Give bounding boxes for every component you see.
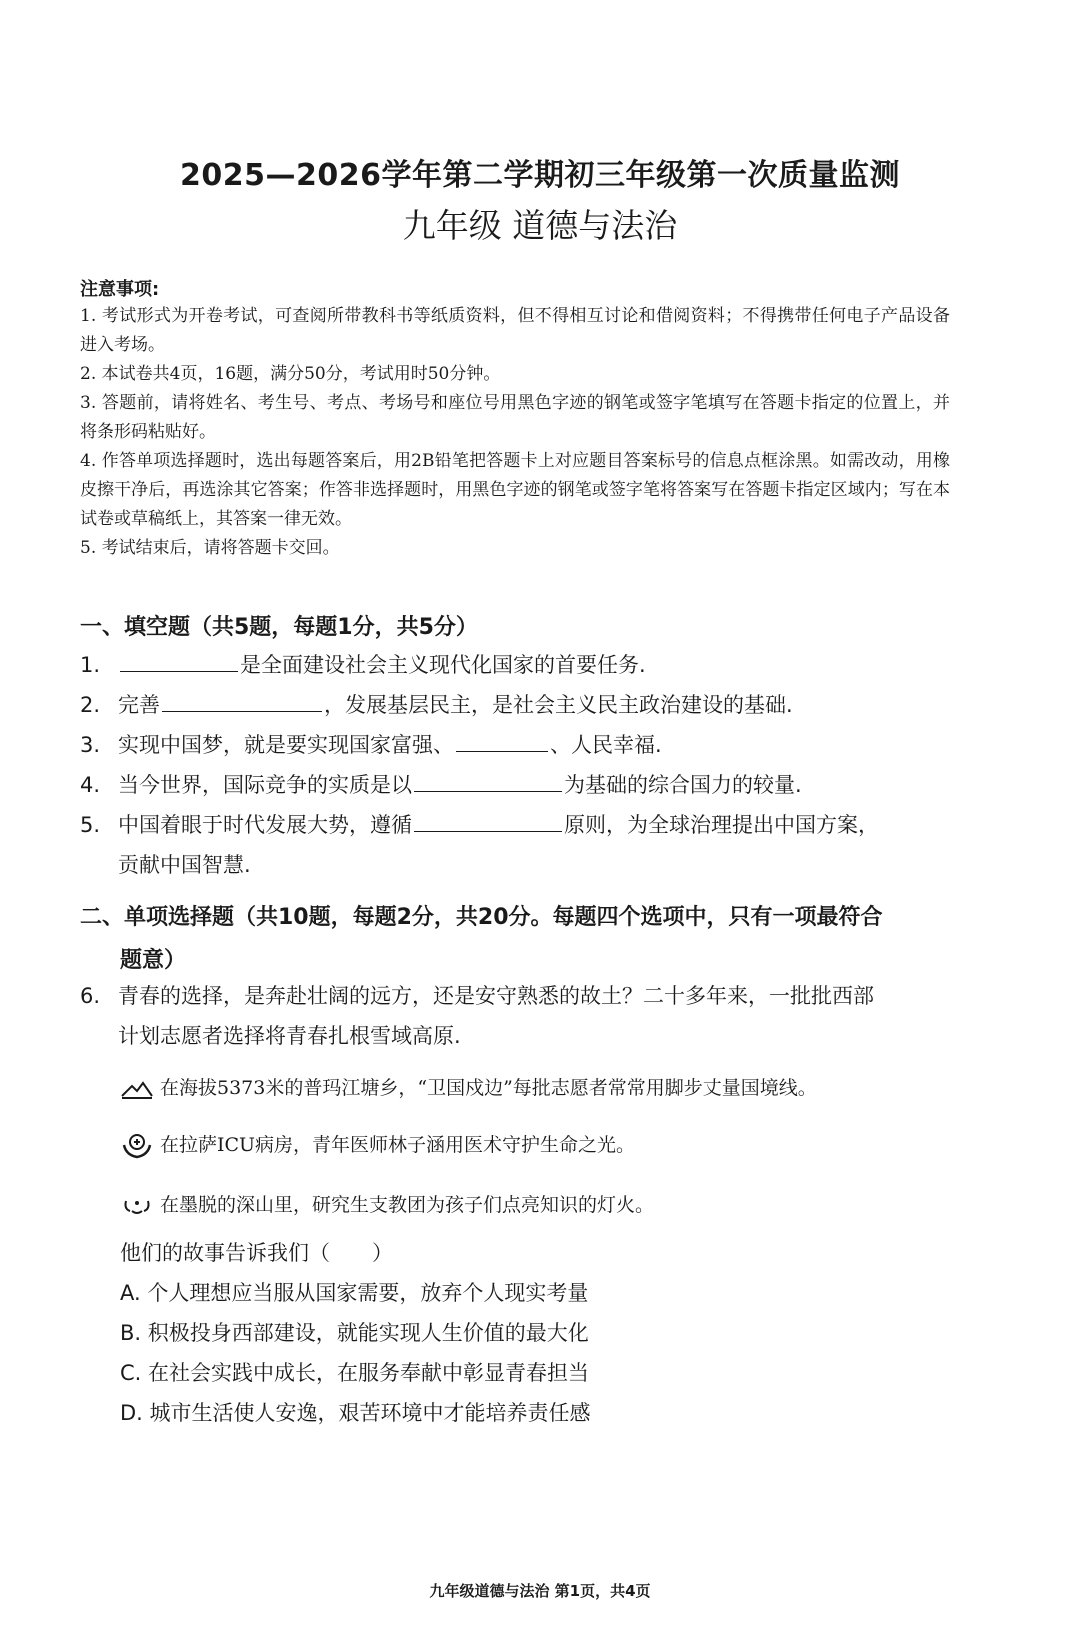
medical-hands-icon (120, 1133, 154, 1159)
question-stem-line2: 计划志愿者选择将青春扎根雪域高原. (118, 1024, 461, 1048)
notice-item: 3. 答题前，请将姓名、考生号、考点、考场号和座位号用黑色字迹的钢笔或签字笔填写在答题卡指定的位置上，并将条形码粘贴好。 (80, 393, 950, 442)
story-item (120, 1130, 635, 1159)
question-text: 为基础的综合国力的较量. (564, 773, 802, 797)
option-a[interactable]: A. 个人理想应当服从国家需要，放弃个人现实考量 (120, 1281, 589, 1305)
question-text-line2: 贡献中国智慧. (118, 853, 251, 877)
question-2 (80, 685, 940, 725)
question-text: 当今世界，国际竞争的实质是以 (118, 773, 412, 797)
question-number: 4. (80, 773, 101, 797)
page-footer: 九年级道德与法治 第1页，共4页 (429, 1582, 651, 1600)
question-3 (80, 725, 940, 765)
question-4 (80, 765, 940, 805)
answer-blank[interactable] (414, 769, 562, 792)
story-item (120, 1190, 654, 1219)
answer-blank[interactable] (120, 649, 238, 672)
question-number: 2. (80, 693, 101, 717)
question-5 (80, 805, 940, 885)
question-text: 是全面建设社会主义现代化国家的首要任务. (240, 653, 646, 677)
notice-item: 5. 考试结束后，请将答题卡交回。 (80, 538, 340, 558)
option-c[interactable]: C. 在社会实践中成长，在服务奉献中彰显青春担当 (120, 1361, 590, 1385)
option-b[interactable]: B. 积极投身西部建设，就能实现人生价值的最大化 (120, 1321, 589, 1345)
notice-item: 2. 本试卷共4页，16题，满分50分，考试用时50分钟。 (80, 364, 501, 384)
option-d[interactable]: D. 城市生活使人安逸，艰苦环境中才能培养责任感 (120, 1401, 591, 1425)
answer-blank[interactable] (162, 689, 322, 712)
notice-heading: 注意事项: (80, 279, 160, 300)
section-1-title: 一、填空题（共5题，每题1分，共5分） (80, 615, 478, 640)
section-2-title-line1: 二、单项选择题（共10题，每题2分，共20分。每题四个选项中，只有一项最符合 (80, 905, 883, 930)
question-number: 1. (80, 653, 101, 677)
story-text: 在海拔5373米的普玛江塘乡，“卫国戍边”每批志愿者常常用脚步丈量国境线。 (160, 1077, 817, 1099)
story-text: 在拉萨ICU病房，青年医师林子涵用医术守护生命之光。 (160, 1134, 636, 1156)
mountain-icon (120, 1076, 154, 1102)
answer-blank[interactable] (456, 729, 548, 752)
question-text: 、人民幸福. (550, 733, 662, 757)
question-text: 完善 (118, 693, 160, 717)
section-2-title-line2: 题意） (120, 948, 187, 973)
exam-subject: 九年级 道德与法治 (402, 206, 678, 245)
question-number: 6. (80, 984, 101, 1008)
lamp-icon (120, 1193, 154, 1219)
notice-item: 4. 作答单项选择题时，选出每题答案后，用2B铅笔把答题卡上对应题目答案标号的信息点框涂黑。如需改动，用橡皮擦干净后，再选涂其它答案；作答非选择题时，用黑色字迹的钢笔或签字笔将答案写在答题卡指定区域内；写在本试卷或草稿纸上，其答案一律无效。 (80, 451, 950, 529)
notice-list (80, 302, 950, 563)
section-2-title (80, 900, 883, 974)
question-6 (80, 976, 940, 1056)
question-text: 实现中国梦，就是要实现国家富强、 (118, 733, 454, 757)
notice-item: 1. 考试形式为开卷考试，可查阅所带教科书等纸质资料，但不得相互讨论和借阅资料；不得携带任何电子产品设备进入考场。 (80, 306, 950, 355)
question-text: 中国着眼于时代发展大势，遵循 (118, 813, 412, 837)
question-text: 原则，为全球治理提出中国方案， (564, 813, 879, 837)
question-text: ，发展基层民主，是社会主义民主政治建设的基础. (324, 693, 793, 717)
answer-blank[interactable] (414, 809, 562, 832)
question-number: 3. (80, 733, 101, 757)
story-text: 在墨脱的深山里，研究生支教团为孩子们点亮知识的灯火。 (160, 1194, 655, 1216)
question-stem-line1: 青春的选择，是奔赴壮阔的远方，还是安守熟悉的故土？二十多年来，一批批西部 (118, 984, 874, 1008)
question-1 (80, 645, 940, 685)
exam-title: 2025—2026学年第二学期初三年级第一次质量监测 (180, 158, 900, 193)
question-number: 5. (80, 813, 101, 837)
story-item (120, 1073, 817, 1102)
question-prompt: 他们的故事告诉我们（ ） (120, 1241, 393, 1265)
